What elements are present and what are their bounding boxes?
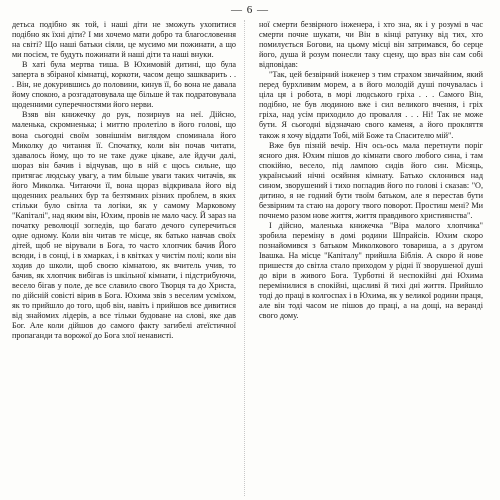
paragraph: детьса подібно як той, і наші діти не зможуть ухопитися подібно як їхні діти? І ми хочемо мати добро та благословення на світі? Що наші батьки сіяли, це мусимо ми пожинати, а що ми посієм, те будуть пожинати й наші діти та наші внуки. <box>12 20 236 60</box>
paragraph: Вже був пізній вечір. Ніч ось-ось мала перетнути поріг ясного дня. Юхим пішов до кімнати свого любого сина, і там спокійно, весело, під лампою сидів його син. Місяць, український нічні осяйння кімнату. Батько склонився над сином, зворушений і тихо погладив його по голові і сказав: "О, дитино, я не годний бути твоїм батьком, але я перестав бути безвірним та стаю на дорогу твого поворот. Простиш мені? Ми почнемо разом нове життя, життя правдивого християнства". <box>259 140 483 220</box>
paragraph: ної смерти безвірного інженера, і хто зна, як і у розумі в час смерти почне шукати, чи Він в кінці ратунку від тих, хто помилується Богови, на цьому місці він затримався, бо серце його, душа й розум понесли таку сцену, що враз він сам собі відповідав: <box>259 20 483 70</box>
page-number: — 6 — <box>231 4 269 16</box>
left-column <box>12 20 236 496</box>
paragraph: "Так, цей безвірний інженер з тим страхом звичайним, який перед бурхливим морем, а в його молодій душі почувалась і ціла ця і робота, в морі людського гріха . . . Самого Він, подібно, не був людиною вже і сил великого вчення, і гріх гріха, над усім приходило до провалля . . . Ні! Так не може бути. Я сьогодні відзначаю свого каменя, а його прокляття також я хочу віддати Тобі, мій Боже та Спасителю мій". <box>259 70 483 140</box>
paragraph: В хаті була мертва тиша. В Юхимовій дитині, що була заперта в збіраної кімнатці, коркоти, часом дещо зашкварить . . . Він, не докурившись до половини, кинув її, бо вона не давала йому спокою, а розгадатовувала ще більше й так подратовувала щоденними суперечностями його нерви. <box>12 60 236 110</box>
paragraph: І дійсно, маленька книжечка "Віра малого хлопчика" зробила переміну в домі родини Шпрайсів. Юхим скоро познайомився з батьком Миколкового товариша, а з другом Івашка. На місце "Капіталу" прийшла Біблія. А скоро й нове пришестя до світла стало приходом у рідні її зворушеної душі до віри в живого Бога. Турботні й неспокійні дні Юхима перемінилися в спокійні, щасливі й тихі дні життя. Прийшло тоді до праці в колгоспах і в Юхима, як у великої родини праця, але він тоді часом не пішов до праці, а на дощі, на веранді свого дому. <box>259 220 483 321</box>
column-divider <box>244 20 245 496</box>
paragraph: Взяв він книжечку до рук, позирнув на неї. Дійсно, маленька, скромненька; і миттю пролетіло в його голові, що вона сьогодні своїм зовнішнім виглядом споминала його Миколку до читання її. Спочатку, коли він почав читати, здавалось йому, що то не таке дуже цікаве, але йдучи далі, шораз він бачив і відчував, що в ній є щось сильне, що притягає людську увагу, а тим більше уваги таких читачів, як його Миколка. Читаючи її, вона щораз відкривала його від щоденних реальних бур та безтямних різних проблем, в яких стільки було світла та логіки, як у самому Марковому "Капіталі", над яким він, Юхим, провів не мало часу. Й зараз на початку революції зогледів, що багато дечого суперечиться одне одному. Коли він читав те місце, як батько навчав своїх дітей, щоб не вірували в Бога, то часто хлопчик бачив Його всюди, і в сонці, і в хмарках, і в квітках у чистім полі; коли він ходив до школи, щоб своєю кімнатою, як вчитель учив, то бачив, як хлопчик вибігав із шкільної кімнати, і підстрибуючи, весело бігав у поле, де все славило свого Творця та до Христа, по дійсній совісті вірив в Бога. Юхима звів з веселим усміхом, як то прийшло до того, щоб він, навіть і прийшов все дивитися від знайомих лідерів, а все тільки будоване на слові, яке дав Бог. Але коли дійшов до самого факту загибелі атеїстичної пропаганди та ворожої до Бога злої ненависті. <box>12 110 236 341</box>
right-column <box>259 20 483 496</box>
